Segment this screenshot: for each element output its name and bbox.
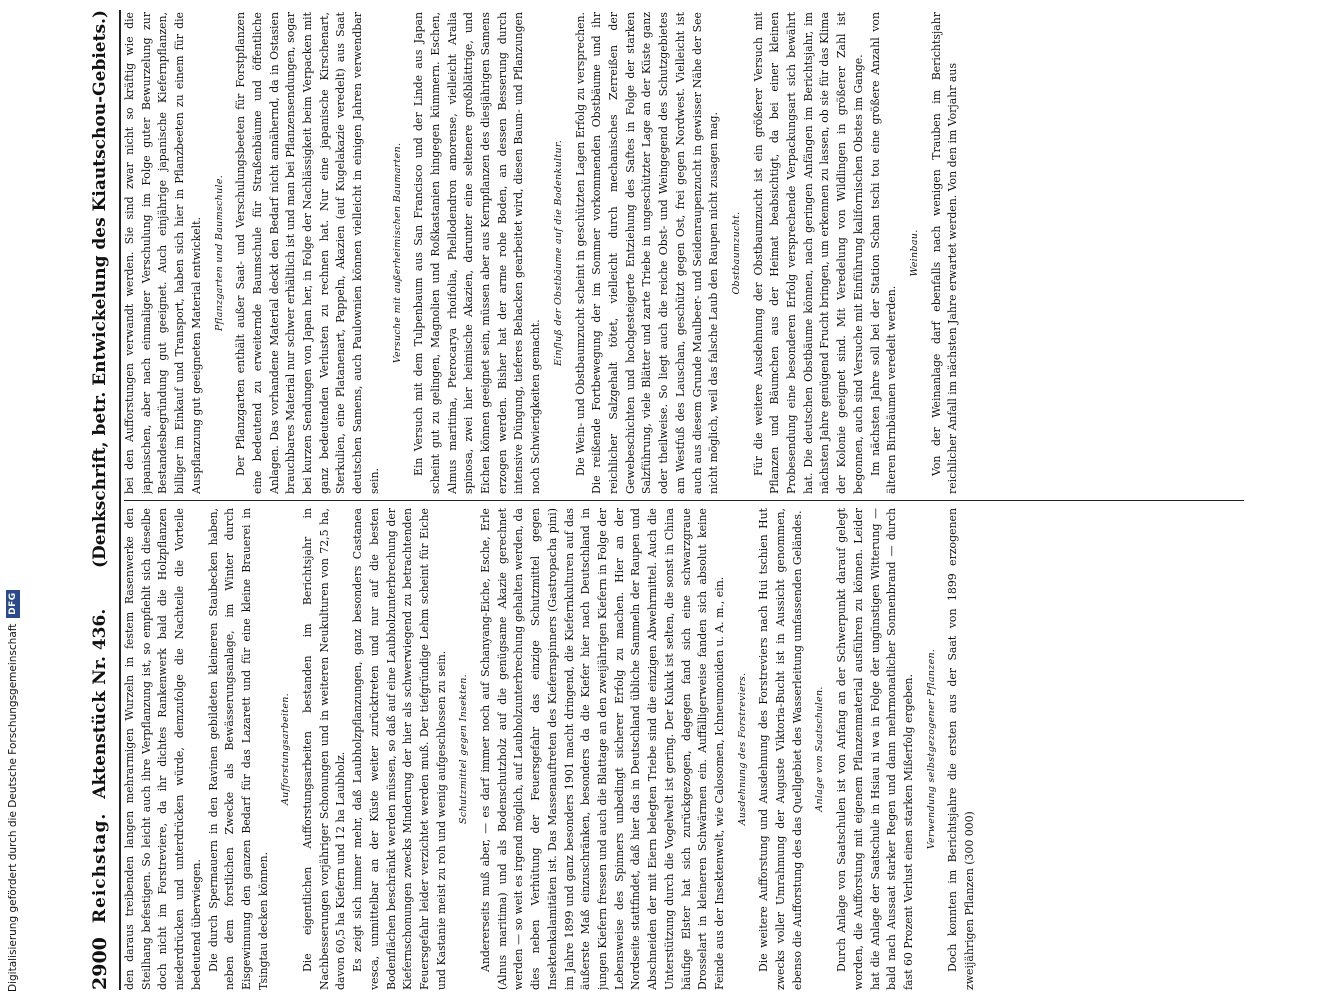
section-heading: Aufforstungsarbeiten. [280,693,292,805]
right-column [122,12,1247,494]
page-number: 2900 [89,937,111,990]
paragraph: den daraus treibenden langen mehrarmigen Wurzeln in festem Rasenwerke den Steilhang befestigen. So leicht auch ihre Verpflanzung ist, so empfiehlt sich dieselbe doch nicht im Forstreviere, da ihr dichtes Rankenwerk bald die Holzpflanzen niederdrücken und unterdrücken würde, demzufolge die Nachteile die Vorteile bedeutend überwiegen. [123,508,203,990]
paragraph: Für die weitere Ausdehnung der Obstbaumzucht ist ein größerer Versuch mit Pflanzen und Bäumchen aus der Heimat beabsichtigt, da bei einer kleinen Probesendung eine besonderen Erfolg versprechende Verpackungsart sich bewährt hat. Die deutschen Obstbäume können, nach geringen Anfängen im Berichtsjahr, im nächsten Jahre genügend Frucht bringen, um erkennen zu lassen, ob sie für das Klima der Kolonie geeignet sind. Mit Veredelung von Wildlingen in größerer Zahl ist begonnen, auch sind Versuche mit Einführung kalifornischen Obstes im Gange. [751,12,865,494]
paragraph: Es zeigt sich immer mehr, daß Laubholzpflanzungen, ganz besonders Castanea vesca, unmittelbar an der Küste weiter zurücktreten und nur auf die besten Bodenflächen beschränkt werden müssen, so daß auf eine Laubholzunterbrechung der Kiefernschonungen zwecks Minderung der hier als schwerwiegend zu betrachtenden Feuersgefahr leider verzichtet werden muß. Der tiefgründige Lehm scheint für Eiche und Kastanie meist zu roh und wenig aufgeschlossen zu sein. [351,508,448,990]
paragraph: Die eigentlichen Aufforstungsarbeiten bestanden im Berichtsjahr in Nachbesserungen vorjähriger Schonungen und in weiteren Neukulturen von 72,5 ha, davon 60,5 ha Kiefern und 12 ha Laubholz. [301,508,348,990]
paragraph: Von der Weinanlage darf ebenfalls nach wenigen Trauben im Berichtsjahr reichlicher Anfall im nächsten Jahre erwartet werden. Von den im Vorjahr aus [929,12,960,494]
dfg-logo: DFG [6,590,20,618]
rotated-page [82,10,1252,990]
section-heading: Einfluß der Obstbäume auf die Bodenkultur. [552,139,564,367]
page-header [82,10,118,990]
digitization-credit [6,590,20,992]
paragraph: bei den Aufforstungen verwandt werden. Sie sind zwar nicht so kräftig wie die japanischen, aber nach einmaliger Verschulung im Folge guter Bewurzelung zur Bestandesbegründung gut geeignet. Auch einjährige japanische Kiefernpflanzen, billiger im Einkauf und Transport, haben sich hier in Pflanzbeeten zu einem für die Auspflanzung gut geeigneten Material entwickelt. [123,12,203,494]
paragraph: Die durch Spermauern in den Ravinen gebildeten kleineren Staubecken haben, neben dem forstlichen Zwecke als Bewässerungsanlage, im Winter durch Eisgewinnung den ganzen Bedarf für das Lazarett und für eine kleine Brauerei in Tsingtau decken können. [206,508,270,990]
paragraph: Doch konnten im Berichtsjahre die ersten aus der Saat von 1899 erzogenen zweijährigen Pflanzen (300 000) [946,508,977,990]
digitization-note: Digitalisierung gefördert durch die Deutsche Forschungsgemeinschaft [7,623,19,992]
header-title-right: (Denkschrift, betr. Entwickelung des Kiautschou-Gebiets.) [90,10,110,568]
paragraph: Andererseits muß aber, — es darf immer noch auf Schanyang-Eiche, Esche, Erle (Alnus maritima) und als Bodenschutzholz auf die genügsame Akazie gerechnet werden — so weit es irgend möglich, auf Laubholzunterbrechung gehalten werden, da dies neben Verhütung der Feuersgefahr das einzige Schutzmittel gegen Insektenkalamitäten ist. Das Massenauftreten des Kiefernspinners (Gastropacha pini) im Jahre 1899 und ganz besonders 1901 macht dringend, die Kiefernkulturen auf das äußerste Maß einzuschränken, besonders da die Kiefer hier nach Deutschland in jungen Kiefern fressen und auch die Blattage an den zweijährigen Kiefern in Folge der Lebensweise des Spinners unbedingt sicherer Erfolg zu machen. Hier an der Nordseite stattfindet, daß hier das in Deutschland übliche Sammeln der Raupen und Abschneiden der mit Eiern belegten Triebe sind die einzigen Abwehrmittel. Auch die Unterstützung durch die Vogelwelt ist gering. Der Kukuk ist selten, die sonst in China häufige Elster hat sich zurückgezogen, dagegen fand sich eine schwarzgraue Drosselart in kleineren Schwärmen ein. Auffälligerweise fanden sich absolut keine Feinde aus der Insektenwelt, wie Calosomen, Ichneumoniden u. A. m., ein. [479,508,726,990]
paragraph: Der Pflanzgarten enthält außer Saat- und Verschulungsbeeten für Forstpflanzen eine bedeutend zu erweiternde Baumschule für Straßenbäume und öffentliche Anlagen. Das vorhandene Material deckt den Bedarf nicht annähernd, da in Ostasien brauchbares Material nur schwer erhältlich ist und man bei Pflanzensendungen, sogar bei kurzen Sendungen von Japan her, in Folge der Nachlässigkeit beim Verpacken mit ganz bedeutenden Verlusten zu rechnen hat. Nur eine japanische Kirschenart, Sterkulien, eine Platanenart, Pappeln, Akazien (auf Kugelakazie veredelt) aus Saat deutschen Samens, auch Paulownien können vielleicht in einigen Jahren verwendbar sein. [234,12,381,494]
section-heading: Pflanzgarten und Baumschule. [213,174,225,332]
paragraph: Die weitere Aufforstung und Ausdehnung des Forstreviers nach Hui tschien Hut zwecks voller Umrahmung der Auguste Viktoria-Bucht ist in Aussicht genommen, ebenso die Aufforstung des das Quellgebiet des Wasserleitung umfassenden Geländes. [757,508,804,990]
paragraph: Die Wein- und Obstbaumzucht scheint in geschützten Lagen Erfolg zu versprechen. Die reißende Fortbewegung der im Sommer vorkommenden Obstbäume und ihr reichlicher Salzgehalt tötet, vielleicht durch mechanisches Zerreißen der Gewebeschichten und hochgesteigerte Entziehung des Saftes in Folge der starken Salzführung, viele Blätter und zarte Triebe in ungeschützter Lage an der Küste ganz oder theilweise. So liegt auch die reiche Obst- und Weingegend des Schutzgebietes am Westfuß des Lauschan, geschützt gegen Ost, frei gegen Nordwest. Vielleicht ist auch aus diesem Grunde Maulbeer- und Seidenraupenzucht in gewisser Nähe der See nicht möglich, weil das falsche Laub den Raupen nicht zusagen mag. [573,12,721,494]
section-heading: Verwendung selbstgezogener Pflanzen. [925,648,937,850]
paragraph: Im nächsten Jahre soll bei der Station Schan tschi tou eine größere Anzahl von älteren Birnbäumen veredelt werden. [868,12,899,494]
paragraph: Ein Versuch mit dem Tulpenbaum aus San Francisco und der Linde aus Japan scheint gut zu gelingen, Magnolien und Roßkastanien hingegen kümmern. Eschen, Almus maritima, Pterocarya rhoifolia, Phellodendron amorense, vielleicht Aralia spinosa, zwei hier heimische Akazien, darunter eine seltenere großblättrige, und Eichen können geeignet sein, müssen aber aus Kernpflanzen des diesjährigen Samens erzogen werden. Bisher hat der arme rohe Boden, an dessen Besserung durch intensive Düngung, tieferes Behacken gearbeitet wird, diesen Baum- und Pflanzungen noch Schwierigkeiten gemacht. [412,12,543,494]
section-heading: Ausdehnung des Forstreviers. [736,672,748,826]
section-heading: Versuche mit außerheimischen Baumarten. [391,142,403,364]
left-column [122,508,1247,990]
column-divider [124,500,1244,501]
section-heading: Weinbau. [908,229,920,277]
header-rule [119,10,121,990]
header-title-left: Reichstag. [90,812,110,924]
document-reference: Aktenstück Nr. 436. [90,608,110,799]
paragraph: Durch Anlage von Saatschulen ist von Anfang an der Schwerpunkt darauf gelegt worden, die Aufforstung mit eigenem Pflanzenmaterial ausführen zu können. Leider hat die Anlage der Saatschule in Hsiau ni wa in Folge der ungünstigen Witterung — bald nach Aussaat starker Regen und dann mehrmonatlicher Sonnenbrand — durch fast 60 Prozent Verlust einen starken Mißerfolg ergeben. [835,508,915,990]
section-heading: Schutzmittel gegen Insekten. [458,674,470,824]
section-heading: Anlage von Saatschulen. [814,686,826,812]
section-heading: Obstbaumzucht. [730,211,742,295]
